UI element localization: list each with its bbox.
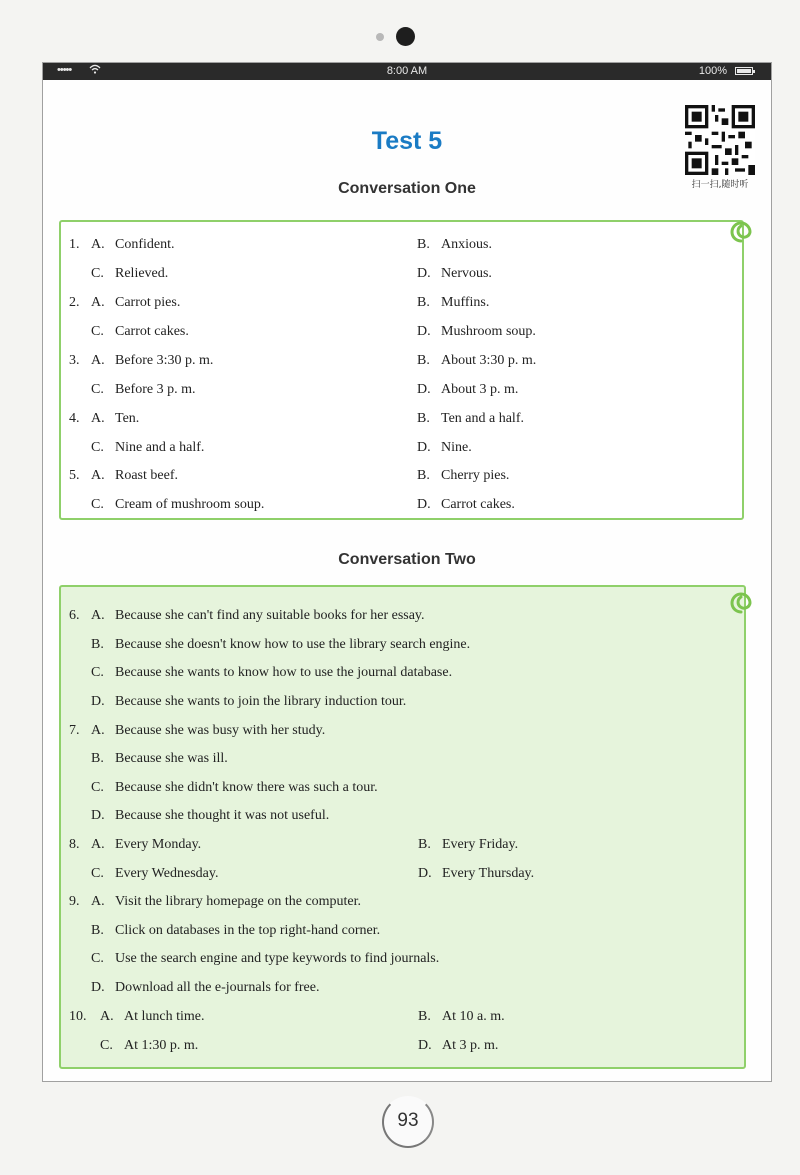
option: B. About 3:30 p. m. [417,353,537,368]
option: D. Because she thought it was not useful. [91,808,330,823]
option-text: Click on databases in the top right-hand corner. [115,923,381,938]
qr-caption: 扫一扫,随时听 [691,180,749,190]
option: B. Cherry pies. [417,468,510,483]
camera-indicator-dot [376,33,384,41]
option-text: Cherry pies. [441,468,510,483]
option-text: Every Friday. [442,837,519,852]
option-text: Nervous. [441,266,492,281]
tablet-screen [42,62,772,1082]
option-text: Visit the library homepage on the computer. [115,894,362,909]
question-9: 9. A. Visit the library homepage on the computer. [69,894,362,909]
battery-icon [735,67,753,75]
qr-code-icon[interactable] [685,105,755,175]
question-3: 3. A. Before 3:30 p. m. [69,353,214,368]
option: C. Because she wants to know how to use the journal database. [91,665,453,680]
question-2: 2. A. Carrot pies. [69,295,181,310]
option: D. Mushroom soup. [417,324,536,339]
option-text: Because she thought it was not useful. [115,808,330,823]
option-text: Mushroom soup. [441,324,536,339]
option-text: Before 3:30 p. m. [115,353,214,368]
option-text: At 10 a. m. [442,1009,505,1024]
option: B. Because she was ill. [91,751,228,766]
option: C. At 1:30 p. m. [100,1038,199,1053]
option: D. Carrot cakes. [417,497,515,512]
conversation-two-title: Conversation Two [338,551,476,568]
option: B. Muffins. [417,295,490,310]
option-text: Download all the e-journals for free. [115,980,320,995]
question-4: 4. A. Ten. [69,411,140,426]
option-text: At 1:30 p. m. [124,1038,199,1053]
option-text: Because she was busy with her study. [115,723,326,738]
option: C. Because she didn't know there was such a tour. [91,780,378,795]
option: D. Nine. [417,440,472,455]
option-text: Ten. [115,411,140,426]
option: D. At 3 p. m. [418,1038,499,1053]
option: D. Download all the e-journals for free. [91,980,320,995]
signal-strength: ••••• [57,64,72,76]
option-text: Because she didn't know there was such a tour. [115,780,378,795]
question-1: 1. A. Confident. [69,237,175,252]
option-text: Before 3 p. m. [115,382,196,397]
option-text: Because she wants to know how to use the journal database. [115,665,453,680]
camera-lens [396,27,415,46]
option: C. Use the search engine and type keywords to find journals. [91,951,440,966]
option-text: About 3 p. m. [441,382,519,397]
option: D. Every Thursday. [418,866,535,881]
option-text: Ten and a half. [441,411,524,426]
page-title: Test 5 [371,127,443,155]
option: B. At 10 a. m. [418,1009,505,1024]
option-text: Carrot cakes. [115,324,189,339]
option: D. About 3 p. m. [417,382,519,397]
option: C. Every Wednesday. [91,866,219,881]
option: C. Before 3 p. m. [91,382,196,397]
option-text: Because she doesn't know how to use the library search engine. [115,637,471,652]
option: B. Ten and a half. [417,411,524,426]
option-text: At 3 p. m. [442,1038,499,1053]
conversation-two-questions [59,585,746,1069]
option-text: Every Wednesday. [115,866,219,881]
battery-percentage: 100% [698,65,727,77]
conversation-one-title: Conversation One [338,180,476,197]
option-text: Relieved. [115,266,169,281]
option-text: At lunch time. [124,1009,205,1024]
question-7: 7. A. Because she was busy with her study. [69,723,326,738]
option: C. Nine and a half. [91,440,205,455]
option-text: About 3:30 p. m. [441,353,537,368]
option-text: Use the search engine and type keywords to find journals. [115,951,440,966]
conversation-one-questions [59,220,744,520]
question-10: 10. A. At lunch time. [69,1009,205,1024]
option: C. Carrot cakes. [91,324,189,339]
option-text: Because she was ill. [115,751,228,766]
page-number: 93 [382,1096,434,1148]
option-text: Muffins. [441,295,490,310]
option-text: Carrot pies. [115,295,181,310]
option: C. Cream of mushroom soup. [91,497,265,512]
option-text: Anxious. [441,237,492,252]
question-6: 6. A. Because she can't find any suitable books for her essay. [69,608,425,623]
option-text: Confident. [115,237,175,252]
option-text: Roast beef. [115,468,178,483]
question-5: 5. A. Roast beef. [69,468,178,483]
swirl-icon [729,220,753,244]
option-text: Nine and a half. [115,440,205,455]
question-8: 8. A. Every Monday. [69,837,202,852]
swirl-icon [729,591,753,615]
option: B. Click on databases in the top right-hand corner. [91,923,381,938]
option: B. Every Friday. [418,837,519,852]
option-text: Every Monday. [115,837,202,852]
option: B. Anxious. [417,237,492,252]
option-text: Because she can't find any suitable books for her essay. [115,608,425,623]
status-bar [43,63,771,80]
status-time: 8:00 AM [386,65,428,77]
option: D. Because she wants to join the library induction tour. [91,694,407,709]
option: B. Because she doesn't know how to use the library search engine. [91,637,471,652]
option-text: Cream of mushroom soup. [115,497,265,512]
option: D. Nervous. [417,266,492,281]
option-text: Carrot cakes. [441,497,515,512]
option-text: Nine. [441,440,472,455]
option-text: Every Thursday. [442,866,535,881]
option: C. Relieved. [91,266,169,281]
option-text: Because she wants to join the library induction tour. [115,694,407,709]
